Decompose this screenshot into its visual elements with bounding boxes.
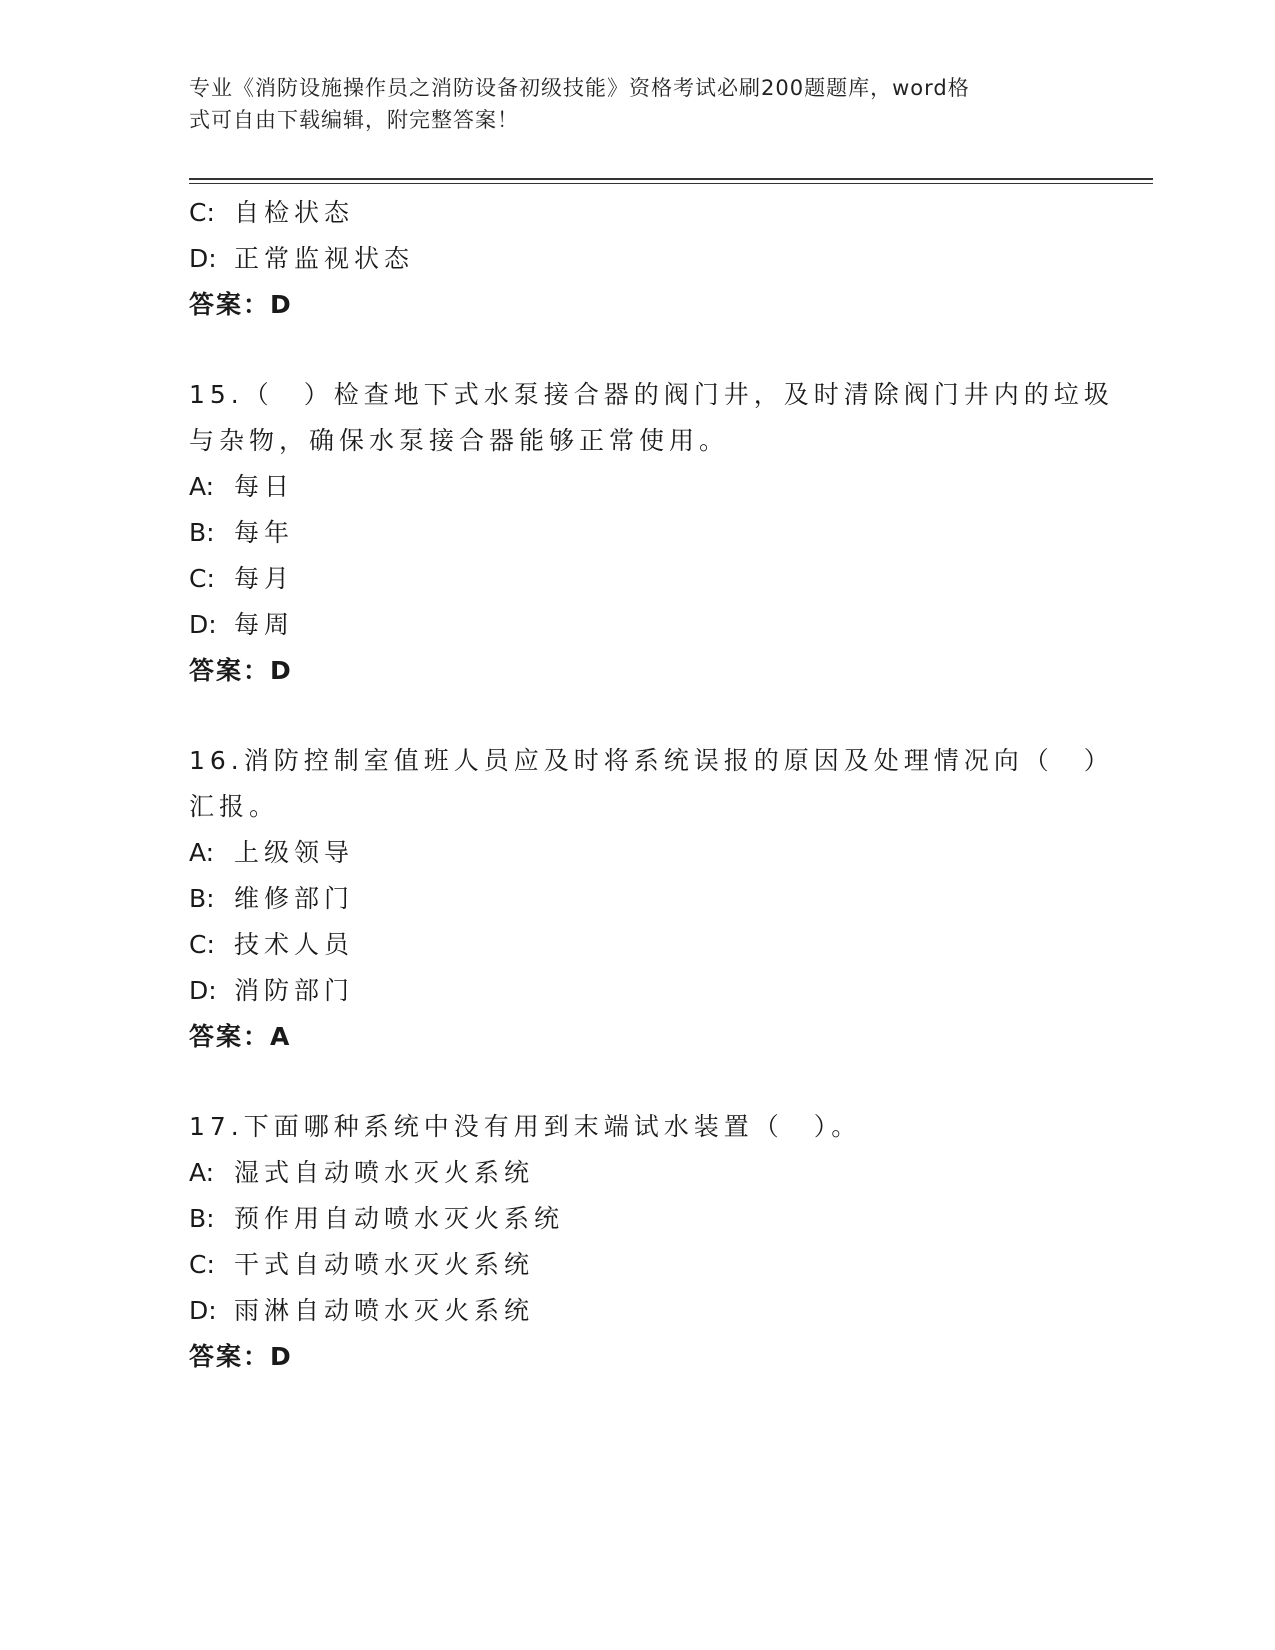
option-letter: B: (189, 1204, 215, 1233)
option-b (189, 510, 1119, 556)
question-stem-line-2: 与杂物，确保水泵接合器能够正常使用。 (189, 426, 730, 455)
header-line-1: 专业《消防设施操作员之消防设备初级技能》资格考试必刷200题题库，word格 (189, 76, 970, 100)
spacer (189, 694, 1119, 738)
answer-line: 答案：A (189, 1022, 292, 1051)
answer-line: 答案：D (189, 290, 293, 319)
header-line-2: 式可自由下载编辑，附完整答案！ (189, 108, 519, 132)
question-continued (189, 190, 1119, 328)
question-content (189, 190, 1119, 1380)
option-letter: D: (189, 1296, 217, 1325)
option-letter: C: (189, 198, 215, 227)
option-text: 正常监视状态 (234, 244, 415, 273)
option-d (189, 236, 1119, 282)
option-text: 消防部门 (234, 976, 355, 1005)
document-header (189, 72, 1069, 136)
question-stem-line-1: 16.消防控制室值班人员应及时将系统误报的原因及处理情况向（ ） (189, 746, 1114, 775)
option-text: 雨淋自动喷水灭火系统 (234, 1296, 535, 1325)
option-letter: C: (189, 930, 215, 959)
option-letter: D: (189, 976, 217, 1005)
option-d (189, 968, 1119, 1014)
option-letter: B: (189, 518, 215, 547)
option-text: 上级领导 (234, 838, 355, 867)
option-letter: A: (189, 838, 215, 867)
option-a (189, 464, 1119, 510)
option-b (189, 1196, 1119, 1242)
question-16 (189, 738, 1119, 1060)
option-a (189, 830, 1119, 876)
option-text: 干式自动喷水灭火系统 (234, 1250, 535, 1279)
option-text: 每月 (234, 564, 295, 593)
option-letter: C: (189, 564, 215, 593)
option-letter: A: (189, 472, 215, 501)
option-text: 每日 (234, 472, 295, 501)
question-stem-line-1: 17.下面哪种系统中没有用到末端试水装置（ ）。 (189, 1112, 862, 1141)
option-text: 技术人员 (234, 930, 355, 959)
option-letter: B: (189, 884, 215, 913)
option-b (189, 876, 1119, 922)
spacer (189, 328, 1119, 372)
option-letter: A: (189, 1158, 215, 1187)
option-d (189, 602, 1119, 648)
answer-line: 答案：D (189, 656, 293, 685)
question-stem-line-2: 汇报。 (189, 792, 280, 821)
option-letter: C: (189, 1250, 215, 1279)
option-c (189, 922, 1119, 968)
option-letter: D: (189, 244, 217, 273)
question-stem-line-1: 15.（ ）检查地下式水泵接合器的阀门井，及时清除阀门井内的垃圾 (189, 380, 1114, 409)
option-text: 湿式自动喷水灭火系统 (234, 1158, 535, 1187)
header-divider-thin (189, 183, 1153, 184)
answer-line: 答案：D (189, 1342, 293, 1371)
option-text: 维修部门 (234, 884, 355, 913)
option-letter: D: (189, 610, 217, 639)
header-divider-thick (189, 178, 1153, 180)
option-c (189, 190, 1119, 236)
option-text: 每周 (234, 610, 295, 639)
option-c (189, 556, 1119, 602)
question-17 (189, 1104, 1119, 1380)
option-text: 预作用自动喷水灭火系统 (234, 1204, 565, 1233)
question-15 (189, 372, 1119, 694)
option-d (189, 1288, 1119, 1334)
option-a (189, 1150, 1119, 1196)
option-c (189, 1242, 1119, 1288)
spacer (189, 1060, 1119, 1104)
option-text: 每年 (234, 518, 295, 547)
option-text: 自检状态 (234, 198, 355, 227)
